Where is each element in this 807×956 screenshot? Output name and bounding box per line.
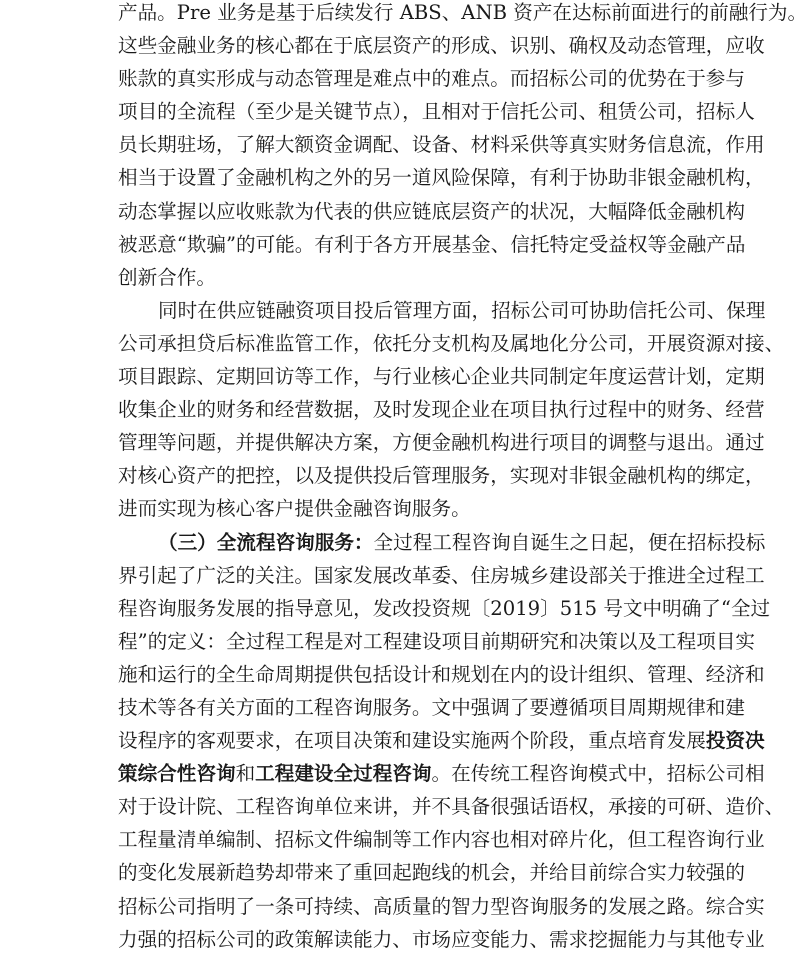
- bold-term: 投资决: [705, 729, 765, 753]
- text-line: 工程量清单编制、招标文件编制等工作内容也相对碎片化，但工程咨询行业: [118, 828, 765, 852]
- section-heading: （三）全流程咨询服务：: [158, 530, 374, 554]
- text-line: 公司承担贷后标准监管工作，依托分支机构及属地化分公司，开展资源对接、: [118, 331, 785, 355]
- text-line: 进而实现为核心客户提供金融咨询服务。: [118, 497, 471, 521]
- text-run: 全过程工程咨询自诞生之日起，便在招标投标: [373, 530, 766, 554]
- bold-term: 工程建设全过程咨询: [255, 762, 432, 786]
- text-run: 设程序的客观要求，在项目决策和建设实施两个阶段，重点培育发展: [118, 729, 706, 753]
- text-line: 程”的定义：全过程工程是对工程建设项目前期研究和决策以及工程项目实: [118, 629, 756, 653]
- text-line: [118, 757, 765, 790]
- text-line: 相当于设置了金融机构之外的另一道风险保障，有利于协助非银金融机构，: [118, 166, 765, 190]
- text-line: 施和运行的全生命周期提供包括设计和规划在内的设计组织、管理、经济和: [118, 662, 765, 686]
- text-line: 同时在供应链融资项目投后管理方面，招标公司可协助信托公司、保理: [158, 298, 766, 322]
- text-line: 对于设计院、工程咨询单位来讲，并不具备很强话语权，承接的可研、造价、: [118, 795, 785, 819]
- document-body: [118, 0, 807, 956]
- text-line: 的变化发展新趋势却带来了重回起跑线的机会，并给目前综合实力较强的: [118, 861, 745, 885]
- text-line: 力强的招标公司的政策解读能力、市场应变能力、需求挖掘能力与其他专业: [118, 927, 765, 951]
- text-line: 对核心资产的把控，以及提供投后管理服务，实现对非银金融机构的绑定，: [118, 464, 765, 488]
- text-line: 项目跟踪、定期回访等工作，与行业核心企业共同制定年度运营计划，定期: [118, 365, 765, 389]
- bold-term: 策综合性咨询: [118, 762, 236, 786]
- text-run: 。在传统工程咨询模式中，招标公司相: [431, 762, 765, 786]
- paragraph-2: [118, 294, 785, 526]
- paragraph-1: [118, 0, 807, 294]
- text-run: 和: [235, 762, 256, 786]
- text-line: 这些金融业务的核心都在于底层资产的形成、识别、确权及动态管理，应收: [118, 34, 765, 58]
- text-line: [118, 526, 766, 559]
- text-line: [118, 724, 765, 757]
- text-line: 收集企业的财务和经营数据，及时发现企业在项目执行过程中的财务、经营: [118, 398, 765, 422]
- text-line: 产品。Pre 业务是基于后续发行 ABS、ANB 资产在达标前面进行的前融行为。: [118, 1, 807, 24]
- text-line: 创新合作。: [118, 265, 216, 289]
- text-line: 项目的全流程（至少是关键节点），且相对于信托公司、租赁公司，招标人: [118, 100, 755, 124]
- text-line: 员长期驻场，了解大额资金调配、设备、材料采供等真实财务信息流，作用: [118, 133, 765, 157]
- text-line: 被恶意“欺骗”的可能。有利于各方开展基金、信托特定受益权等金融产品: [118, 232, 746, 256]
- text-line: 程咨询服务发展的指导意见，发改投资规〔2019〕515 号文中明确了“全过: [118, 596, 771, 620]
- text-line: 管理等问题，并提供解决方案，方便金融机构进行项目的调整与退出。通过: [118, 431, 765, 455]
- text-line: 账款的真实形成与动态管理是难点中的难点。而招标公司的优势在于参与: [118, 67, 745, 91]
- text-line: 招标公司指明了一条可持续、高质量的智力型咨询服务的发展之路。综合实: [118, 894, 765, 918]
- paragraph-3: [118, 526, 785, 956]
- text-line: 界引起了广泛的关注。国家发展改革委、住房城乡建设部关于推进全过程工: [118, 563, 765, 587]
- text-line: 动态掌握以应收账款为代表的供应链底层资产的状况，大幅降低金融机构: [118, 199, 745, 223]
- text-line: 技术等各有关方面的工程咨询服务。文中强调了要遵循项目周期规律和建: [118, 695, 745, 719]
